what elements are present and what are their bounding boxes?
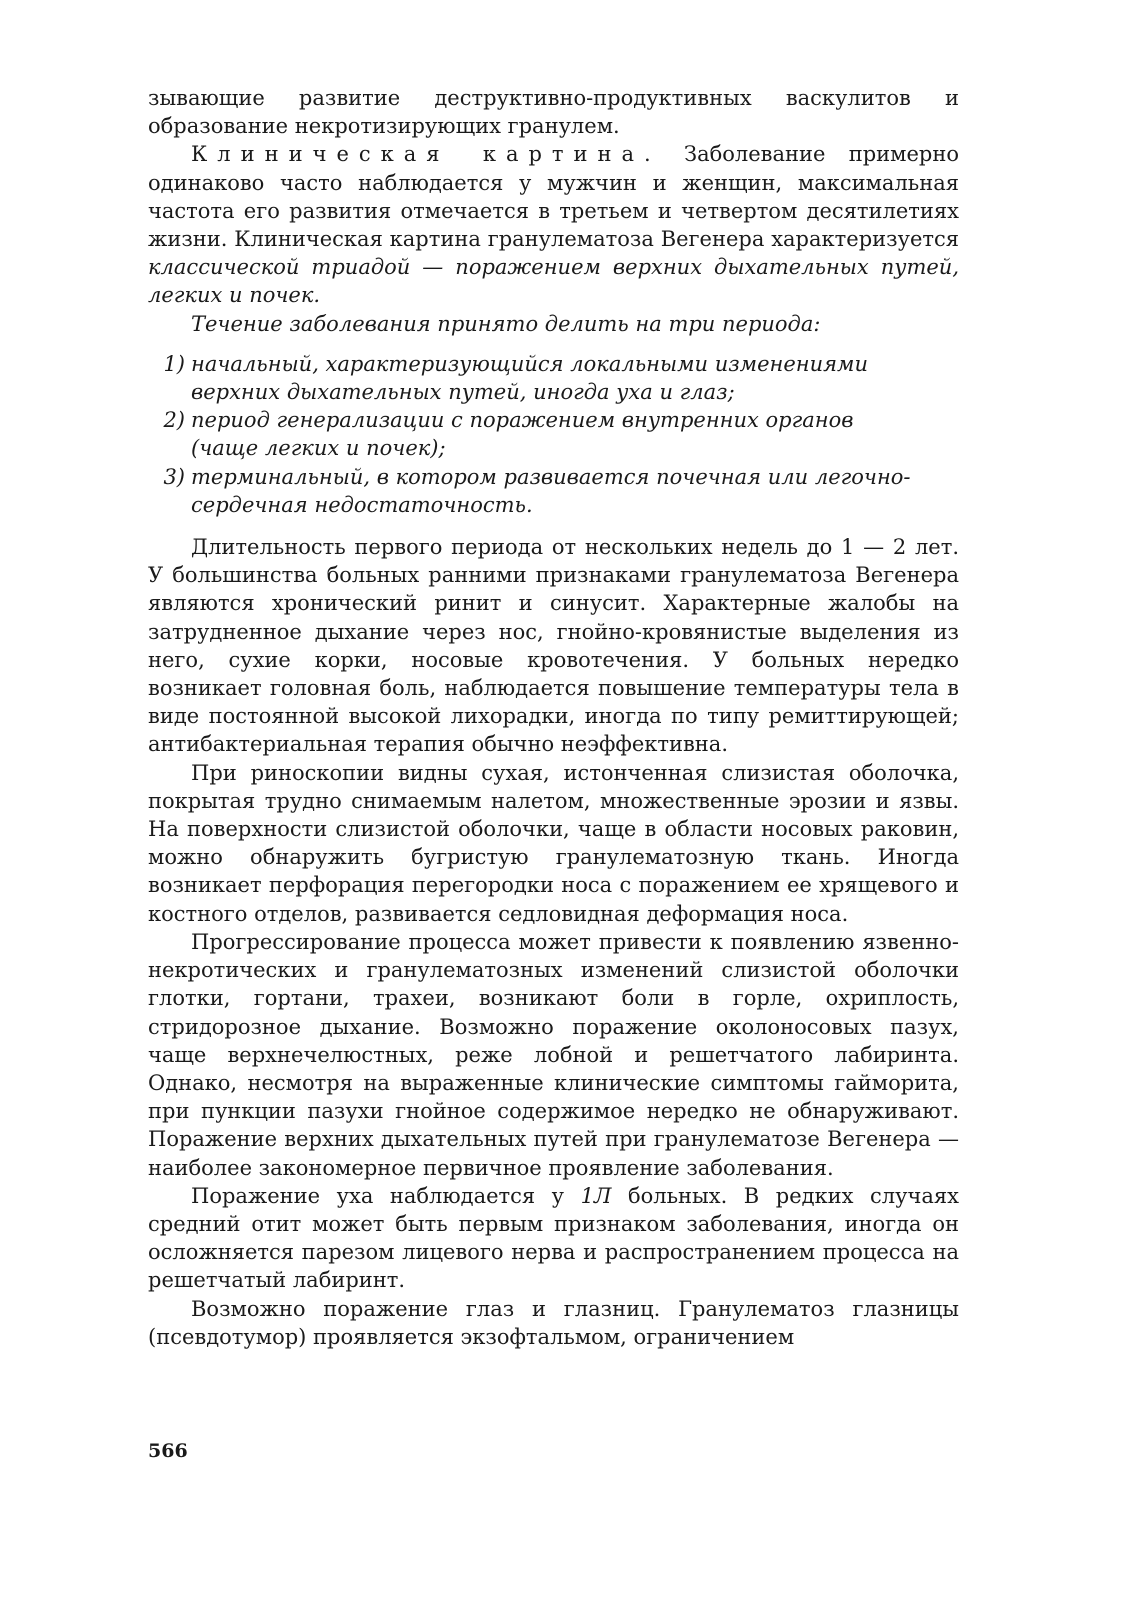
paragraph-clinical-picture — [148, 140, 959, 309]
paragraph-text: больных. В редких случаях средний отит может быть первым признаком заболевания, иногда он осложняется парезом лицевого нерва и распространением процесса на решетчатый лабиринт. — [148, 1183, 959, 1293]
paragraph-text: Заболевание примерно одинаково часто наблюдается у мужчин и женщин, максимальная частота его развития отмечается в третьем и четвертом десятилетиях жизни. Клиническая картина гранулематоза Вегенера характеризуется — [148, 142, 959, 252]
section-heading: Клиническая картина. — [191, 142, 661, 167]
fraction-text: 1Л — [580, 1183, 612, 1208]
paragraph-text: Поражение уха наблюдается у — [191, 1183, 581, 1208]
paragraph-italic-text: классической триадой — поражением верхних дыхательных путей, легких и почек. — [148, 255, 959, 308]
list-item-number: 3) — [163, 464, 185, 489]
list-item-text: терминальный, в котором развивается почечная или легочно-сердечная недостаточность. — [191, 464, 911, 517]
paragraph-rhinoscopy: При риноскопии видны сухая, истонченная слизистая оболочка, покрытая трудно снимаемым налетом, множественные эрозии и язвы. На поверхности слизистой оболочки, чаще в области носовых раковин, можно обнаружить бугристую гранулематозную ткань. Иногда возникает перфорация перегородки носа с поражением ее хрящевого и костного отделов, развивается седловидная деформация носа. — [148, 760, 959, 926]
paragraph-intro: зывающие развитие деструктивно-продуктивных васкулитов и образование некротизирующих гранулем. — [148, 86, 959, 139]
paragraph-ear — [148, 1182, 959, 1295]
list-item-text: начальный, характеризующийся локальными изменениями верхних дыхательных путей, иногда уха и глаз; — [191, 351, 868, 405]
list-item-number: 2) — [163, 408, 185, 433]
list-item — [148, 463, 959, 519]
list-item-number: 1) — [163, 351, 185, 376]
paragraph-progression: Прогрессирование процесса может привести к появлению язвенно-некротических и гранулематозных изменений слизистой оболочки глотки, гортани, трахеи, возникают боли в горле, охриплость, стридорозное дыхание. Возможно поражение околоносовых пазух, чаще верхнечелюстных, реже лобной и решетчатого лабиринта. Однако, несмотря на выраженные клинические симптомы гайморита, при пункции пазухи гнойное содержимое нередко не обнаруживают. Поражение верхних дыхательных путей при гранулематозе Вегенера — наиболее закономерное первичное проявление заболевания. — [148, 929, 959, 1180]
list-item-text: период генерализации с поражением внутренних органов (чаще легких и почек); — [191, 408, 854, 461]
page-body — [148, 84, 959, 1351]
paragraph-first-period: Длительность первого периода от нескольких недель до 1 — 2 лет. У большинства больных ранними признаками гранулематоза Вегенера являются хронический ринит и синусит. Характерные жалобы на затрудненное дыхание через нос, гнойно-кровянистые выделения из него, сухие корки, носовые кровотечения. У больных нередко возникает головная боль, наблюдается повышение температуры тела в виде постоянной высокой лихорадки, иногда по типу ремиттирующей; антибактериальная терапия обычно неэффективна. — [148, 535, 959, 757]
page-number: 566 — [148, 1440, 188, 1462]
paragraph-periods-intro: Течение заболевания принято делить на три периода: — [191, 311, 821, 336]
periods-list — [148, 350, 959, 519]
list-item — [148, 406, 959, 462]
paragraph-eyes: Возможно поражение глаз и глазниц. Гранулематоз глазницы (псевдотумор) проявляется экзофтальмом, ограничением — [148, 1296, 959, 1349]
list-item — [148, 350, 959, 406]
